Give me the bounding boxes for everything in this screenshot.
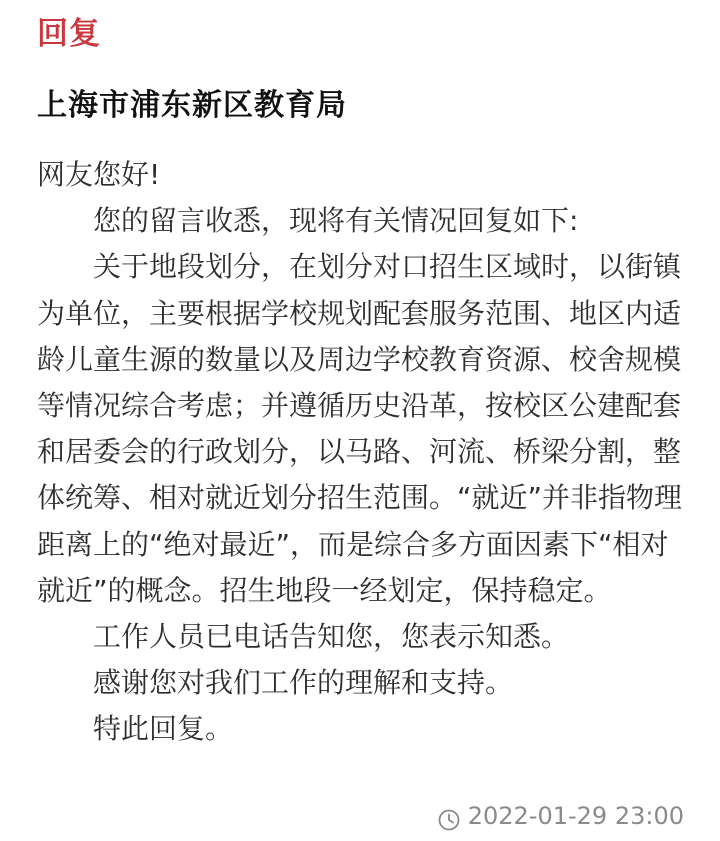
reply-paragraph: 感谢您对我们工作的理解和支持。 [93, 666, 514, 700]
reply-timestamp [438, 798, 684, 834]
reply-paragraph: 您的留言收悉，现将有关情况回复如下: [93, 204, 579, 238]
organization-title: 上海市浦东新区教育局 [37, 88, 347, 123]
greeting: 网友您好! [37, 158, 161, 191]
timestamp-text: 2022-01-29 23:00 [467, 802, 684, 830]
reply-paragraph: 关于地段划分，在划分对口招生区域时，以街镇为单位，主要根据学校规划配套服务范围、地区内适龄儿童生源的数量以及周边学校教育资源、校舍规模等情况综合考虑；并遵循历史沿革，按校区公建配套和居委会的行政划分，以马路、河流、桥梁分割，整体统筹、相对就近划分招生范围。“就近”并非指物理距离上的“绝对最近”，而是综合多方面因素下“相对就近”的概念。招生地段一经划定，保持稳定。 [37, 250, 683, 607]
clock-icon [438, 805, 460, 827]
reply-paragraph: 特此回复。 [93, 712, 234, 746]
reply-paragraph: 工作人员已电话告知您，您表示知悉。 [93, 620, 570, 654]
reply-body [37, 152, 683, 753]
reply-label: 回复 [37, 16, 101, 52]
